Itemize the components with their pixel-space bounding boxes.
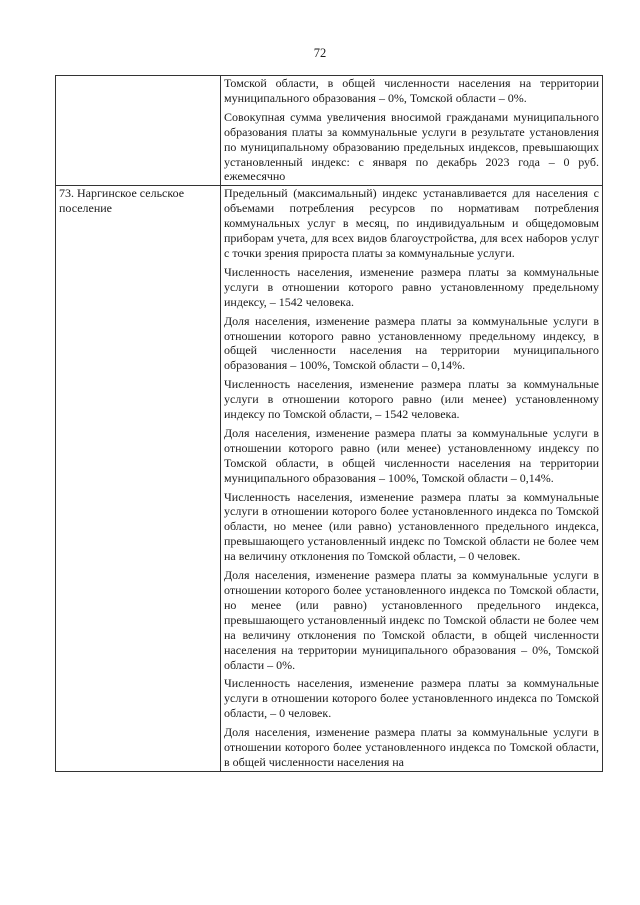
description-cell (221, 186, 603, 772)
table-row (56, 186, 603, 772)
paragraph: Доля населения, изменение размера платы за коммунальные услуги в отношении которого равно (или менее) установленному индексу по Томской области, в общей численности населения на территории муниципального образования – 100%, Томской области – 0,14%. (224, 425, 599, 485)
paragraph: Численность населения, изменение размера платы за коммунальные услуги в отношении которого равно (или менее) установленному индексу по Томской области, – 1542 человека. (224, 377, 599, 422)
paragraph: Доля населения, изменение размера платы за коммунальные услуги в отношении которого более установленного индекса по Томской области, в общей численности населения на (224, 725, 599, 769)
paragraph: Совокупная сумма увеличения вносимой гражданами муниципального образования платы за коммунальные услуги в результате установления по муниципальному образованию предельных индексов, превышающих установленный индекс: с января по декабрь 2023 года – 0 руб. ежемесячно (224, 109, 599, 184)
paragraph: Доля населения, изменение размера платы за коммунальные услуги в отношении которого более установленного индекса по Томской области, но менее (или равно) установленного предельного индекса, превышающего установленный индекс по Томской области не более чем на величину отклонения по Томской области, в общей численности населения на территории муниципального образования – 0%, Томской области – 0%. (224, 568, 599, 672)
municipal-index-table (55, 75, 603, 772)
municipality-name-cell (56, 76, 221, 186)
table-row (56, 76, 603, 186)
page-number: 72 (313, 46, 327, 60)
paragraph: Томской области, в общей численности населения на территории муниципального образования – 0%, Томской области – 0%. (224, 76, 599, 105)
paragraph: Численность населения, изменение размера платы за коммунальные услуги в отношении которого равно установленному предельному индексу, – 1542 человека. (224, 264, 599, 309)
description-cell (221, 76, 603, 186)
paragraph: Доля населения, изменение размера платы за коммунальные услуги в отношении которого равно установленному предельному индексу, в общей численности населения на территории муниципального образования – 100%, Томской области – 0,14%. (224, 313, 599, 373)
municipality-name-cell: 73. Наргинское сельское поселение (56, 186, 221, 772)
paragraph: Предельный (максимальный) индекс устанавливается для населения с объемами потребления ресурсов по нормативам потребления коммунальных услуг в месяц, по индивидуальным и общедомовым приборам учета, для всех видов благоустройства, для всех наборов услуг с точки зрения прироста платы за коммунальные услуги. (224, 186, 599, 260)
paragraph: Численность населения, изменение размера платы за коммунальные услуги в отношении которого более установленного индекса по Томской области, – 0 человек. (224, 676, 599, 721)
paragraph: Численность населения, изменение размера платы за коммунальные услуги в отношении которого более установленного индекса по Томской области, но менее (или равно) установленного предельного индекса, превышающего установленный индекс по Томской области не более чем на величину отклонения по Томской области, – 0 человек. (224, 489, 599, 564)
